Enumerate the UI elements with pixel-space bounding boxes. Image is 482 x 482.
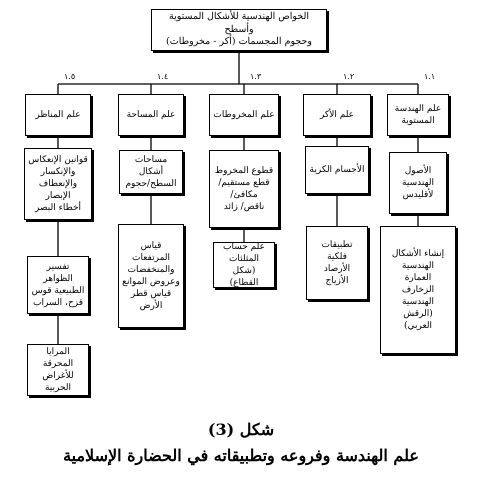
- branch-number: ١.٢: [343, 72, 355, 81]
- item-box: المرايا المحرقة للأغراض الحربية: [27, 344, 89, 396]
- item-box: تطبيقات فلكية الأرصاد الأزياج: [306, 226, 368, 300]
- branch-box: علم المخروطات: [209, 94, 279, 136]
- item-box: علم حساب المثلثات (شكل القطاع): [213, 242, 275, 288]
- item-box: الأجسام الكرية: [305, 146, 369, 194]
- branch-number: ١.٥: [64, 72, 76, 81]
- item-box: قياس المرتفعات والمنخفضات وعروض الموانع قياس قطر الأرض: [118, 224, 184, 328]
- figure-title: علم الهندسة وفروعه وتطبيقاته في الحضارة الإسلامية: [63, 446, 419, 465]
- figure-number: شكل (3): [207, 420, 275, 439]
- root-box: الخواص الهندسية للأشكال المستوية وأسطح وحجوم المجسمات (أكر - مخروطات): [151, 9, 327, 51]
- branch-number: ١.٣: [250, 72, 262, 81]
- item-box: قوانين الإنعكاس والإنكسار والإنعطاف الإبصار أخطاء البصر: [24, 148, 92, 220]
- branch-box: علم المناظر: [25, 94, 91, 136]
- item-box: تفسير الظواهر الطبيعية قوس قزح، السراب: [27, 256, 89, 314]
- item-box: إنشاء الأشكال الهندسية العمارة الزخارف الهندسية (الرقش العربي): [380, 226, 456, 354]
- item-box: مساحات أشكال السطح/حجوم: [119, 150, 183, 194]
- item-box: الأصول الهندسية لأقليدس: [389, 152, 447, 214]
- branch-box: علم المساحة: [118, 94, 184, 136]
- branch-number: ١.١: [424, 72, 436, 81]
- branch-number: ١.٤: [157, 72, 169, 81]
- branch-box: علم الأكر: [303, 94, 371, 136]
- branch-box: علم الهندسة المستوية: [387, 94, 449, 136]
- item-box: قطوع المخروط قطع مستقيم/ مكافئ/ ناقص/ زائد: [209, 150, 279, 228]
